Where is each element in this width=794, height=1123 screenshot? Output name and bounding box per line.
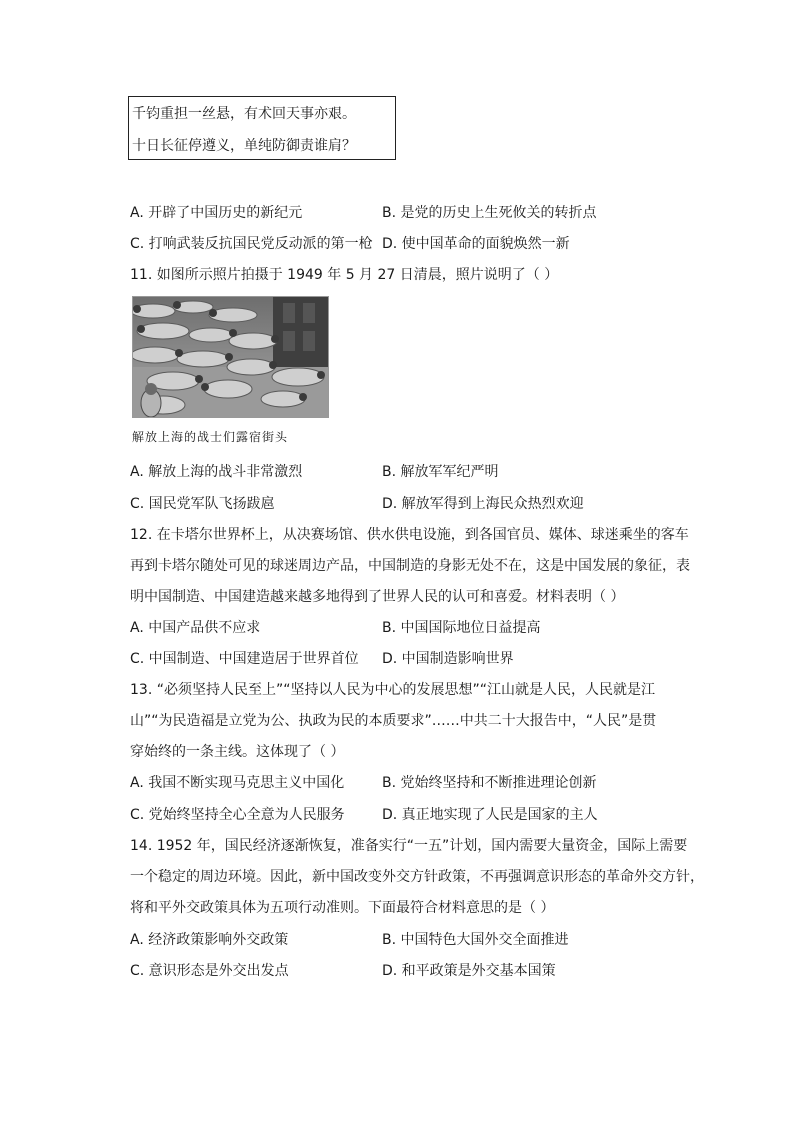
- q11-option-d: D. 解放军得到上海民众热烈欢迎: [382, 496, 584, 512]
- q13-stem-line-1: 13. “必须坚持人民至上”“坚持以人民为中心的发展思想”“江山就是人民，人民就是江: [130, 682, 655, 698]
- q13-stem-line-3: 穿始终的一条主线。这体现了（ ）: [130, 744, 345, 760]
- q14-stem-line-3: 将和平外交政策具体为五项行动准则。下面最符合材料意思的是（ ）: [130, 900, 555, 916]
- q12-option-b: B. 中国国际地位日益提高: [382, 620, 541, 636]
- q10-option-c: C. 打响武装反抗国民党反动派的第一枪: [130, 236, 373, 252]
- q12-stem-line-2: 再到卡塔尔随处可见的球迷周边产品，中国制造的身影无处不在，这是中国发展的象征，表: [130, 558, 690, 574]
- poem-line-2: 十日长征停遵义，单纯防御责谁肩？: [132, 138, 356, 154]
- q13-option-b: B. 党始终坚持和不断推进理论创新: [382, 775, 597, 791]
- q11-stem: 11. 如图所示照片拍摄于 1949 年 5 月 27 日清晨，照片说明了（ ）: [130, 267, 559, 283]
- q13-option-d: D. 真正地实现了人民是国家的主人: [382, 807, 598, 823]
- q11-option-a: A. 解放上海的战斗非常激烈: [130, 464, 303, 480]
- q12-option-c: C. 中国制造、中国建造居于世界首位: [130, 651, 359, 667]
- q12-option-a: A. 中国产品供不应求: [130, 620, 261, 636]
- q13-option-c: C. 党始终坚持全心全意为人民服务: [130, 807, 345, 823]
- q14-option-d: D. 和平政策是外交基本国策: [382, 963, 556, 979]
- q11-photo-caption: 解放上海的战士们露宿街头: [132, 430, 289, 444]
- q14-stem-line-2: 一个稳定的周边环境。因此，新中国改变外交方针政策，不再强调意识形态的革命外交方针，: [130, 869, 704, 885]
- poem-line-1: 千钧重担一丝悬，有术回天事亦艰。: [132, 106, 356, 122]
- q11-photo: [132, 296, 329, 418]
- q10-option-b: B. 是党的历史上生死攸关的转折点: [382, 205, 597, 221]
- q14-option-b: B. 中国特色大国外交全面推进: [382, 932, 569, 948]
- poem-box: [128, 96, 396, 160]
- q10-option-a: A. 开辟了中国历史的新纪元: [130, 205, 303, 221]
- q12-stem-line-3: 明中国制造、中国建造越来越多地得到了世界人民的认可和喜爱。材料表明（ ）: [130, 589, 625, 605]
- q14-option-c: C. 意识形态是外交出发点: [130, 963, 289, 979]
- q14-option-a: A. 经济政策影响外交政策: [130, 932, 289, 948]
- q11-option-c: C. 国民党军队飞扬跋扈: [130, 496, 275, 512]
- q14-stem-line-1: 14. 1952 年，国民经济逐渐恢复，准备实行“一五”计划，国内需要大量资金，国际上需要: [130, 838, 688, 854]
- q13-option-a: A. 我国不断实现马克思主义中国化: [130, 775, 345, 791]
- q10-option-d: D. 使中国革命的面貌焕然一新: [382, 236, 570, 252]
- q12-option-d: D. 中国制造影响世界: [382, 651, 514, 667]
- q11-option-b: B. 解放军军纪严明: [382, 464, 499, 480]
- q12-stem-line-1: 12. 在卡塔尔世界杯上，从决赛场馆、供水供电设施，到各国官员、媒体、球迷乘坐的客车: [130, 527, 689, 543]
- q13-stem-line-2: 山”“为民造福是立党为公、执政为民的本质要求”……中共二十大报告中，“人民”是贯: [130, 713, 657, 729]
